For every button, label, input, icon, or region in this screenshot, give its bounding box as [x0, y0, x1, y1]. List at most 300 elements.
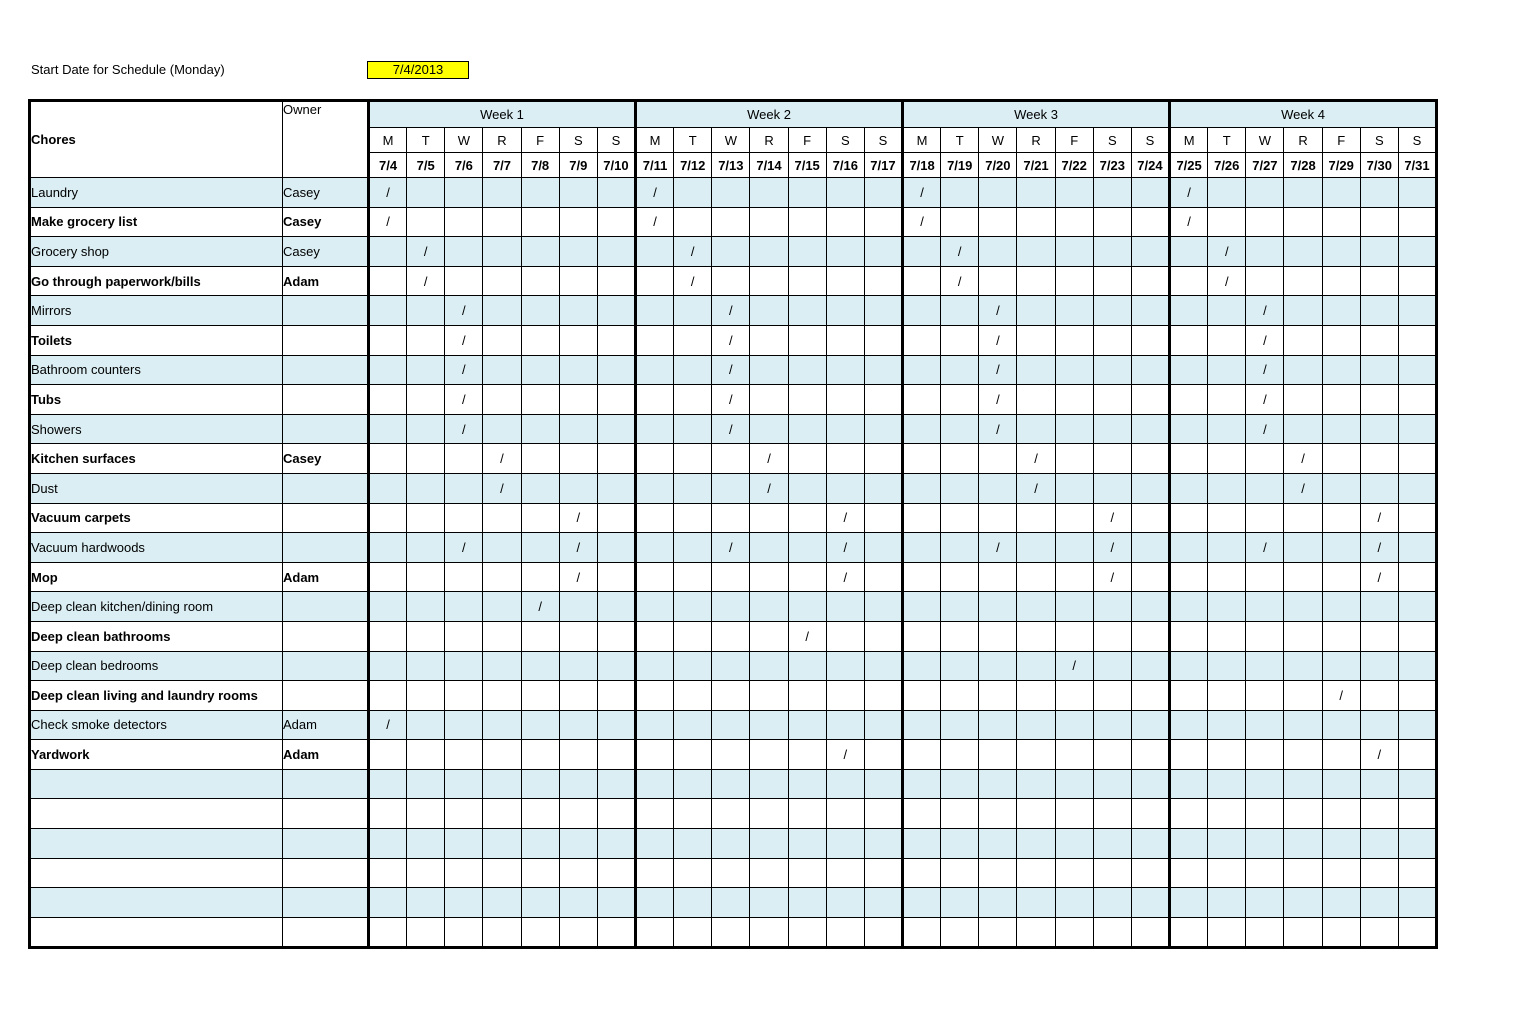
- schedule-cell[interactable]: /: [445, 414, 483, 444]
- schedule-cell[interactable]: [1017, 710, 1055, 740]
- schedule-cell[interactable]: [407, 710, 445, 740]
- schedule-cell[interactable]: [826, 888, 864, 918]
- schedule-cell[interactable]: /: [750, 473, 788, 503]
- schedule-cell[interactable]: [1398, 533, 1436, 563]
- schedule-cell[interactable]: /: [483, 444, 521, 474]
- schedule-cell[interactable]: [750, 592, 788, 622]
- schedule-cell[interactable]: [1322, 829, 1360, 859]
- schedule-cell[interactable]: [559, 473, 597, 503]
- schedule-cell[interactable]: [864, 207, 902, 237]
- schedule-cell[interactable]: [1131, 621, 1169, 651]
- owner-cell[interactable]: [283, 829, 369, 859]
- schedule-cell[interactable]: [750, 651, 788, 681]
- schedule-cell[interactable]: [674, 621, 712, 651]
- schedule-cell[interactable]: /: [826, 740, 864, 770]
- schedule-cell[interactable]: [369, 296, 407, 326]
- schedule-cell[interactable]: [1170, 385, 1208, 415]
- schedule-cell[interactable]: [521, 651, 559, 681]
- schedule-cell[interactable]: [979, 829, 1017, 859]
- schedule-cell[interactable]: [445, 799, 483, 829]
- schedule-cell[interactable]: /: [1284, 444, 1322, 474]
- schedule-cell[interactable]: [1170, 829, 1208, 859]
- schedule-cell[interactable]: [1246, 178, 1284, 208]
- schedule-cell[interactable]: [1055, 562, 1093, 592]
- schedule-cell[interactable]: [445, 503, 483, 533]
- schedule-cell[interactable]: [750, 355, 788, 385]
- schedule-cell[interactable]: [559, 769, 597, 799]
- schedule-cell[interactable]: /: [636, 178, 674, 208]
- schedule-cell[interactable]: [674, 503, 712, 533]
- schedule-cell[interactable]: [1246, 266, 1284, 296]
- schedule-cell[interactable]: [864, 237, 902, 267]
- schedule-cell[interactable]: [1093, 385, 1131, 415]
- schedule-cell[interactable]: [407, 651, 445, 681]
- schedule-cell[interactable]: [788, 503, 826, 533]
- schedule-cell[interactable]: /: [941, 237, 979, 267]
- schedule-cell[interactable]: [1208, 562, 1246, 592]
- schedule-cell[interactable]: [903, 917, 941, 948]
- chore-cell[interactable]: Deep clean bedrooms: [30, 651, 283, 681]
- schedule-cell[interactable]: /: [979, 325, 1017, 355]
- schedule-cell[interactable]: [1360, 888, 1398, 918]
- schedule-cell[interactable]: /: [674, 266, 712, 296]
- owner-cell[interactable]: Casey: [283, 444, 369, 474]
- schedule-cell[interactable]: [1398, 888, 1436, 918]
- schedule-cell[interactable]: [483, 503, 521, 533]
- schedule-cell[interactable]: [750, 503, 788, 533]
- schedule-cell[interactable]: /: [1093, 562, 1131, 592]
- schedule-cell[interactable]: /: [1360, 533, 1398, 563]
- schedule-cell[interactable]: [864, 799, 902, 829]
- owner-cell[interactable]: [283, 769, 369, 799]
- schedule-cell[interactable]: /: [712, 355, 750, 385]
- schedule-cell[interactable]: [483, 562, 521, 592]
- schedule-cell[interactable]: [636, 266, 674, 296]
- schedule-cell[interactable]: [1017, 325, 1055, 355]
- schedule-cell[interactable]: [903, 799, 941, 829]
- schedule-cell[interactable]: [750, 533, 788, 563]
- schedule-cell[interactable]: [674, 829, 712, 859]
- schedule-cell[interactable]: [1131, 533, 1169, 563]
- schedule-cell[interactable]: [483, 296, 521, 326]
- schedule-cell[interactable]: [826, 799, 864, 829]
- schedule-cell[interactable]: [1322, 385, 1360, 415]
- schedule-cell[interactable]: [559, 829, 597, 859]
- schedule-cell[interactable]: [407, 444, 445, 474]
- schedule-cell[interactable]: [483, 178, 521, 208]
- schedule-cell[interactable]: [941, 651, 979, 681]
- schedule-cell[interactable]: [1360, 325, 1398, 355]
- schedule-cell[interactable]: [369, 473, 407, 503]
- schedule-cell[interactable]: [788, 385, 826, 415]
- schedule-cell[interactable]: [750, 207, 788, 237]
- schedule-cell[interactable]: [1322, 503, 1360, 533]
- schedule-cell[interactable]: [1322, 592, 1360, 622]
- owner-cell[interactable]: [283, 385, 369, 415]
- schedule-cell[interactable]: /: [941, 266, 979, 296]
- schedule-cell[interactable]: [903, 592, 941, 622]
- schedule-cell[interactable]: /: [445, 385, 483, 415]
- schedule-cell[interactable]: /: [1208, 266, 1246, 296]
- schedule-cell[interactable]: [1208, 473, 1246, 503]
- schedule-cell[interactable]: /: [1284, 473, 1322, 503]
- owner-cell[interactable]: [283, 621, 369, 651]
- schedule-cell[interactable]: [1017, 385, 1055, 415]
- schedule-cell[interactable]: [1017, 829, 1055, 859]
- schedule-cell[interactable]: [1322, 296, 1360, 326]
- schedule-cell[interactable]: [445, 888, 483, 918]
- schedule-cell[interactable]: [1284, 917, 1322, 948]
- schedule-cell[interactable]: [1246, 562, 1284, 592]
- schedule-cell[interactable]: [1360, 681, 1398, 711]
- schedule-cell[interactable]: [941, 917, 979, 948]
- schedule-cell[interactable]: [559, 917, 597, 948]
- schedule-cell[interactable]: [1131, 917, 1169, 948]
- schedule-cell[interactable]: [1284, 710, 1322, 740]
- schedule-cell[interactable]: [864, 385, 902, 415]
- schedule-cell[interactable]: [1055, 355, 1093, 385]
- schedule-cell[interactable]: [1208, 710, 1246, 740]
- schedule-cell[interactable]: [445, 266, 483, 296]
- schedule-cell[interactable]: /: [407, 237, 445, 267]
- schedule-cell[interactable]: [1017, 562, 1055, 592]
- schedule-cell[interactable]: [1093, 621, 1131, 651]
- schedule-cell[interactable]: [445, 651, 483, 681]
- schedule-cell[interactable]: [1398, 266, 1436, 296]
- schedule-cell[interactable]: [597, 829, 635, 859]
- schedule-cell[interactable]: [674, 858, 712, 888]
- schedule-cell[interactable]: [597, 740, 635, 770]
- schedule-cell[interactable]: /: [712, 533, 750, 563]
- schedule-cell[interactable]: [674, 888, 712, 918]
- schedule-cell[interactable]: [1322, 858, 1360, 888]
- schedule-cell[interactable]: [369, 651, 407, 681]
- schedule-cell[interactable]: [445, 858, 483, 888]
- schedule-cell[interactable]: [788, 325, 826, 355]
- schedule-cell[interactable]: [864, 355, 902, 385]
- schedule-cell[interactable]: [1170, 562, 1208, 592]
- schedule-cell[interactable]: [788, 473, 826, 503]
- schedule-cell[interactable]: [1170, 888, 1208, 918]
- schedule-cell[interactable]: /: [559, 533, 597, 563]
- schedule-cell[interactable]: [1208, 829, 1246, 859]
- schedule-cell[interactable]: [369, 799, 407, 829]
- schedule-cell[interactable]: [903, 621, 941, 651]
- schedule-cell[interactable]: [979, 651, 1017, 681]
- schedule-cell[interactable]: [1208, 207, 1246, 237]
- schedule-cell[interactable]: [1055, 503, 1093, 533]
- schedule-cell[interactable]: [1360, 355, 1398, 385]
- schedule-cell[interactable]: [1093, 178, 1131, 208]
- schedule-cell[interactable]: [826, 237, 864, 267]
- schedule-cell[interactable]: [1055, 888, 1093, 918]
- schedule-cell[interactable]: [712, 473, 750, 503]
- schedule-cell[interactable]: [1131, 325, 1169, 355]
- schedule-cell[interactable]: [1322, 769, 1360, 799]
- schedule-cell[interactable]: [559, 621, 597, 651]
- schedule-cell[interactable]: [483, 385, 521, 415]
- schedule-cell[interactable]: [750, 621, 788, 651]
- schedule-cell[interactable]: [483, 355, 521, 385]
- schedule-cell[interactable]: [636, 444, 674, 474]
- schedule-cell[interactable]: [674, 385, 712, 415]
- schedule-cell[interactable]: [1055, 385, 1093, 415]
- schedule-cell[interactable]: [864, 178, 902, 208]
- schedule-cell[interactable]: [712, 888, 750, 918]
- schedule-cell[interactable]: [674, 799, 712, 829]
- schedule-cell[interactable]: [1284, 799, 1322, 829]
- schedule-cell[interactable]: [1170, 237, 1208, 267]
- schedule-cell[interactable]: [597, 562, 635, 592]
- schedule-cell[interactable]: [864, 503, 902, 533]
- schedule-cell[interactable]: [903, 740, 941, 770]
- schedule-cell[interactable]: /: [1360, 562, 1398, 592]
- schedule-cell[interactable]: [1322, 740, 1360, 770]
- schedule-cell[interactable]: [1093, 296, 1131, 326]
- schedule-cell[interactable]: [521, 799, 559, 829]
- schedule-cell[interactable]: [750, 888, 788, 918]
- schedule-cell[interactable]: [1131, 681, 1169, 711]
- schedule-cell[interactable]: [826, 917, 864, 948]
- schedule-cell[interactable]: [521, 266, 559, 296]
- schedule-cell[interactable]: [1398, 296, 1436, 326]
- schedule-cell[interactable]: [1322, 621, 1360, 651]
- owner-cell[interactable]: [283, 355, 369, 385]
- schedule-cell[interactable]: [979, 444, 1017, 474]
- schedule-cell[interactable]: [483, 888, 521, 918]
- schedule-cell[interactable]: [1360, 858, 1398, 888]
- schedule-cell[interactable]: [1093, 592, 1131, 622]
- schedule-cell[interactable]: /: [1246, 533, 1284, 563]
- schedule-cell[interactable]: [1093, 355, 1131, 385]
- schedule-cell[interactable]: [1284, 592, 1322, 622]
- schedule-cell[interactable]: [369, 503, 407, 533]
- schedule-cell[interactable]: [826, 621, 864, 651]
- schedule-cell[interactable]: [864, 681, 902, 711]
- schedule-cell[interactable]: [1055, 414, 1093, 444]
- schedule-cell[interactable]: [1322, 710, 1360, 740]
- schedule-cell[interactable]: [1131, 385, 1169, 415]
- schedule-cell[interactable]: [1208, 769, 1246, 799]
- schedule-cell[interactable]: [1360, 917, 1398, 948]
- schedule-cell[interactable]: [597, 473, 635, 503]
- schedule-cell[interactable]: [636, 562, 674, 592]
- schedule-cell[interactable]: [1017, 533, 1055, 563]
- schedule-cell[interactable]: /: [903, 178, 941, 208]
- schedule-cell[interactable]: [1284, 296, 1322, 326]
- schedule-cell[interactable]: [979, 621, 1017, 651]
- schedule-cell[interactable]: [1284, 829, 1322, 859]
- schedule-cell[interactable]: [445, 740, 483, 770]
- schedule-cell[interactable]: [445, 621, 483, 651]
- schedule-cell[interactable]: [826, 651, 864, 681]
- schedule-cell[interactable]: [483, 740, 521, 770]
- schedule-cell[interactable]: [903, 651, 941, 681]
- schedule-cell[interactable]: [597, 444, 635, 474]
- schedule-cell[interactable]: /: [521, 592, 559, 622]
- schedule-cell[interactable]: [788, 207, 826, 237]
- schedule-cell[interactable]: [1093, 829, 1131, 859]
- schedule-cell[interactable]: [979, 888, 1017, 918]
- schedule-cell[interactable]: [941, 178, 979, 208]
- schedule-cell[interactable]: [407, 592, 445, 622]
- schedule-cell[interactable]: [1322, 325, 1360, 355]
- schedule-cell[interactable]: /: [1017, 473, 1055, 503]
- schedule-cell[interactable]: [636, 385, 674, 415]
- schedule-cell[interactable]: [1131, 473, 1169, 503]
- schedule-cell[interactable]: [788, 710, 826, 740]
- schedule-cell[interactable]: [788, 917, 826, 948]
- schedule-cell[interactable]: [1170, 325, 1208, 355]
- schedule-cell[interactable]: [712, 829, 750, 859]
- schedule-cell[interactable]: [445, 592, 483, 622]
- schedule-cell[interactable]: [1360, 444, 1398, 474]
- schedule-cell[interactable]: [788, 651, 826, 681]
- schedule-cell[interactable]: [636, 888, 674, 918]
- schedule-cell[interactable]: [521, 533, 559, 563]
- schedule-cell[interactable]: [1131, 710, 1169, 740]
- schedule-cell[interactable]: [864, 621, 902, 651]
- schedule-cell[interactable]: [636, 503, 674, 533]
- schedule-cell[interactable]: [1055, 710, 1093, 740]
- schedule-cell[interactable]: [941, 710, 979, 740]
- schedule-cell[interactable]: [1093, 207, 1131, 237]
- schedule-cell[interactable]: [826, 592, 864, 622]
- schedule-cell[interactable]: [1055, 592, 1093, 622]
- schedule-cell[interactable]: /: [788, 621, 826, 651]
- schedule-cell[interactable]: [559, 858, 597, 888]
- schedule-cell[interactable]: [1208, 444, 1246, 474]
- schedule-cell[interactable]: [674, 651, 712, 681]
- schedule-cell[interactable]: [636, 769, 674, 799]
- schedule-cell[interactable]: [903, 710, 941, 740]
- owner-cell[interactable]: Casey: [283, 207, 369, 237]
- schedule-cell[interactable]: [1246, 710, 1284, 740]
- schedule-cell[interactable]: [712, 740, 750, 770]
- schedule-cell[interactable]: [521, 681, 559, 711]
- schedule-cell[interactable]: [1055, 858, 1093, 888]
- schedule-cell[interactable]: [1170, 503, 1208, 533]
- schedule-cell[interactable]: [597, 681, 635, 711]
- schedule-cell[interactable]: [864, 710, 902, 740]
- schedule-cell[interactable]: [674, 592, 712, 622]
- schedule-cell[interactable]: [1284, 325, 1322, 355]
- schedule-cell[interactable]: [788, 858, 826, 888]
- schedule-cell[interactable]: [750, 858, 788, 888]
- schedule-cell[interactable]: [445, 769, 483, 799]
- owner-cell[interactable]: Adam: [283, 266, 369, 296]
- schedule-cell[interactable]: /: [445, 296, 483, 326]
- schedule-cell[interactable]: [1284, 562, 1322, 592]
- schedule-cell[interactable]: [1398, 917, 1436, 948]
- schedule-cell[interactable]: [826, 207, 864, 237]
- schedule-cell[interactable]: [1055, 533, 1093, 563]
- schedule-cell[interactable]: /: [369, 207, 407, 237]
- schedule-cell[interactable]: [597, 237, 635, 267]
- schedule-cell[interactable]: [941, 385, 979, 415]
- schedule-cell[interactable]: [369, 917, 407, 948]
- schedule-cell[interactable]: /: [712, 414, 750, 444]
- schedule-cell[interactable]: /: [636, 207, 674, 237]
- schedule-cell[interactable]: /: [483, 473, 521, 503]
- schedule-cell[interactable]: /: [1360, 503, 1398, 533]
- schedule-cell[interactable]: [483, 414, 521, 444]
- schedule-cell[interactable]: [1131, 592, 1169, 622]
- schedule-cell[interactable]: [483, 651, 521, 681]
- schedule-cell[interactable]: [903, 385, 941, 415]
- schedule-cell[interactable]: [407, 296, 445, 326]
- schedule-cell[interactable]: [1322, 888, 1360, 918]
- schedule-cell[interactable]: [483, 681, 521, 711]
- schedule-cell[interactable]: [407, 207, 445, 237]
- schedule-cell[interactable]: [674, 178, 712, 208]
- schedule-cell[interactable]: /: [979, 355, 1017, 385]
- chore-cell[interactable]: Make grocery list: [30, 207, 283, 237]
- schedule-cell[interactable]: [369, 266, 407, 296]
- chore-cell[interactable]: Grocery shop: [30, 237, 283, 267]
- schedule-cell[interactable]: [712, 858, 750, 888]
- schedule-cell[interactable]: [407, 414, 445, 444]
- schedule-cell[interactable]: [483, 237, 521, 267]
- schedule-cell[interactable]: [750, 325, 788, 355]
- schedule-cell[interactable]: [407, 473, 445, 503]
- chore-cell[interactable]: Yardwork: [30, 740, 283, 770]
- schedule-cell[interactable]: [1284, 740, 1322, 770]
- schedule-cell[interactable]: /: [1246, 385, 1284, 415]
- chore-cell[interactable]: Go through paperwork/bills: [30, 266, 283, 296]
- schedule-cell[interactable]: /: [1208, 237, 1246, 267]
- schedule-cell[interactable]: [1398, 385, 1436, 415]
- schedule-cell[interactable]: [674, 325, 712, 355]
- schedule-cell[interactable]: [597, 799, 635, 829]
- schedule-cell[interactable]: [1131, 296, 1169, 326]
- schedule-cell[interactable]: [521, 829, 559, 859]
- schedule-cell[interactable]: [597, 385, 635, 415]
- schedule-cell[interactable]: [521, 325, 559, 355]
- schedule-cell[interactable]: [826, 710, 864, 740]
- schedule-cell[interactable]: [903, 681, 941, 711]
- schedule-cell[interactable]: [864, 325, 902, 355]
- schedule-cell[interactable]: [521, 503, 559, 533]
- schedule-cell[interactable]: [1284, 178, 1322, 208]
- owner-cell[interactable]: [283, 414, 369, 444]
- schedule-cell[interactable]: [1055, 325, 1093, 355]
- schedule-cell[interactable]: [788, 414, 826, 444]
- schedule-cell[interactable]: [903, 325, 941, 355]
- schedule-cell[interactable]: /: [903, 207, 941, 237]
- schedule-cell[interactable]: [369, 237, 407, 267]
- schedule-cell[interactable]: [445, 237, 483, 267]
- schedule-cell[interactable]: [941, 740, 979, 770]
- schedule-cell[interactable]: [674, 917, 712, 948]
- schedule-cell[interactable]: [712, 237, 750, 267]
- schedule-cell[interactable]: [521, 355, 559, 385]
- schedule-cell[interactable]: [1360, 207, 1398, 237]
- schedule-cell[interactable]: [1398, 681, 1436, 711]
- schedule-cell[interactable]: [1131, 651, 1169, 681]
- schedule-cell[interactable]: [483, 207, 521, 237]
- schedule-cell[interactable]: [1017, 681, 1055, 711]
- schedule-cell[interactable]: /: [1017, 444, 1055, 474]
- schedule-cell[interactable]: [636, 533, 674, 563]
- schedule-cell[interactable]: [407, 769, 445, 799]
- schedule-cell[interactable]: [979, 799, 1017, 829]
- schedule-cell[interactable]: [1055, 266, 1093, 296]
- schedule-cell[interactable]: /: [1246, 325, 1284, 355]
- schedule-cell[interactable]: [1360, 178, 1398, 208]
- schedule-cell[interactable]: [1017, 237, 1055, 267]
- schedule-cell[interactable]: [369, 355, 407, 385]
